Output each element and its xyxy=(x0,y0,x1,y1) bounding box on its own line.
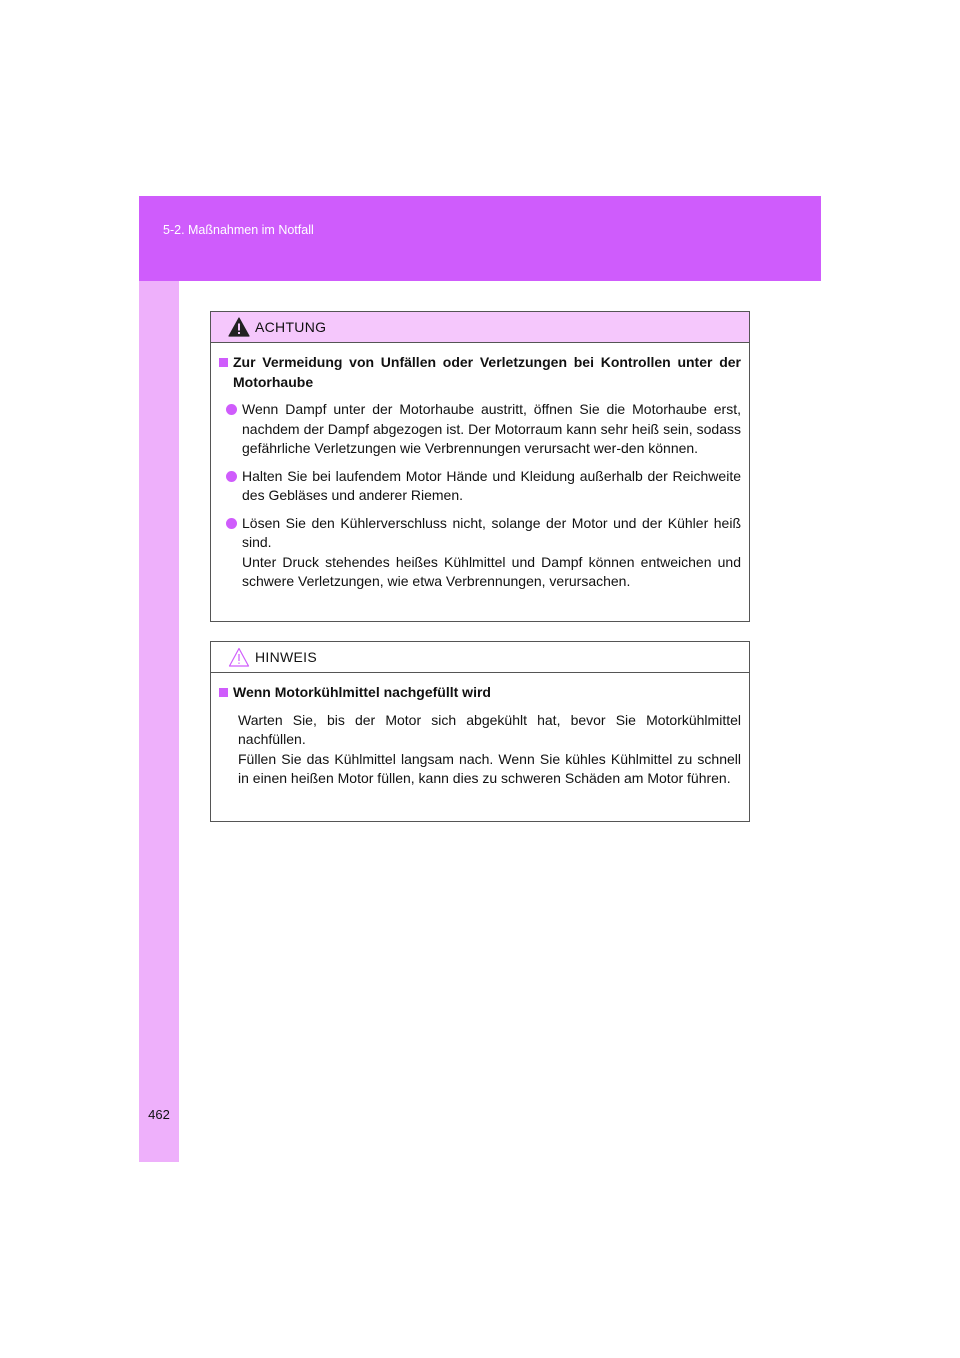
bullet-text-extra: Unter Druck stehendes heißes Kühlmittel und Dampf können entweichen und schwere Verletzungen, wie etwa Verbrennungen, verursachen. xyxy=(242,553,741,589)
side-strip xyxy=(139,196,179,1162)
warning-heading-text: Zur Vermeidung von Unfällen oder Verletzungen bei Kontrollen unter der Motorhaube xyxy=(233,354,741,390)
warning-header xyxy=(211,312,749,343)
circle-bullet-icon xyxy=(226,471,237,482)
note-paragraph-2: Füllen Sie das Kühlmittel langsam nach. Wenn Sie kühles Kühlmittel zu schnell in einen heißen Motor füllen, kann dies zu schweren Schäden am Motor führen. xyxy=(238,750,741,786)
bullet-text xyxy=(242,514,741,592)
warning-triangle-outline-icon xyxy=(228,647,250,667)
page-number: 462 xyxy=(148,1107,170,1122)
note-paragraph-1: Warten Sie, bis der Motor sich abgekühlt hat, bevor Sie Motorkühlmittel nachfüllen. xyxy=(238,711,741,747)
warning-heading xyxy=(219,353,741,392)
warning-label: ACHTUNG xyxy=(255,319,327,335)
section-title: 5-2. Maßnahmen im Notfall xyxy=(163,223,314,237)
bullet-text: Wenn Dampf unter der Motorhaube austritt, öffnen Sie die Motorhaube erst, nachdem der Dampf abgezogen ist. Der Motorraum kann sehr heiß sein, sodass gefährliche Verletzungen wie Verbrennungen verursacht wer-den können. xyxy=(242,401,741,456)
note-paragraph xyxy=(219,711,741,789)
list-item xyxy=(219,514,741,592)
square-bullet-icon xyxy=(219,688,228,697)
circle-bullet-icon xyxy=(226,518,237,529)
bullet-text: Halten Sie bei laufendem Motor Hände und Kleidung außerhalb der Reichweite des Gebläses und anderer Riemen. xyxy=(242,467,741,503)
note-heading-text: Wenn Motorkühlmittel nachgefüllt wird xyxy=(233,684,491,700)
list-item xyxy=(219,467,741,506)
square-bullet-icon xyxy=(219,358,228,367)
circle-bullet-icon xyxy=(226,404,237,415)
section-header xyxy=(139,196,821,281)
note-heading xyxy=(219,683,741,703)
note-label: HINWEIS xyxy=(255,649,317,665)
warning-triangle-filled-icon xyxy=(228,317,250,337)
bullet-text-line: Lösen Sie den Kühlerverschluss nicht, solange der Motor und der Kühler heiß sind. xyxy=(242,514,741,550)
warning-box xyxy=(210,311,750,622)
note-header xyxy=(211,642,749,673)
note-box xyxy=(210,641,750,822)
list-item xyxy=(219,400,741,459)
